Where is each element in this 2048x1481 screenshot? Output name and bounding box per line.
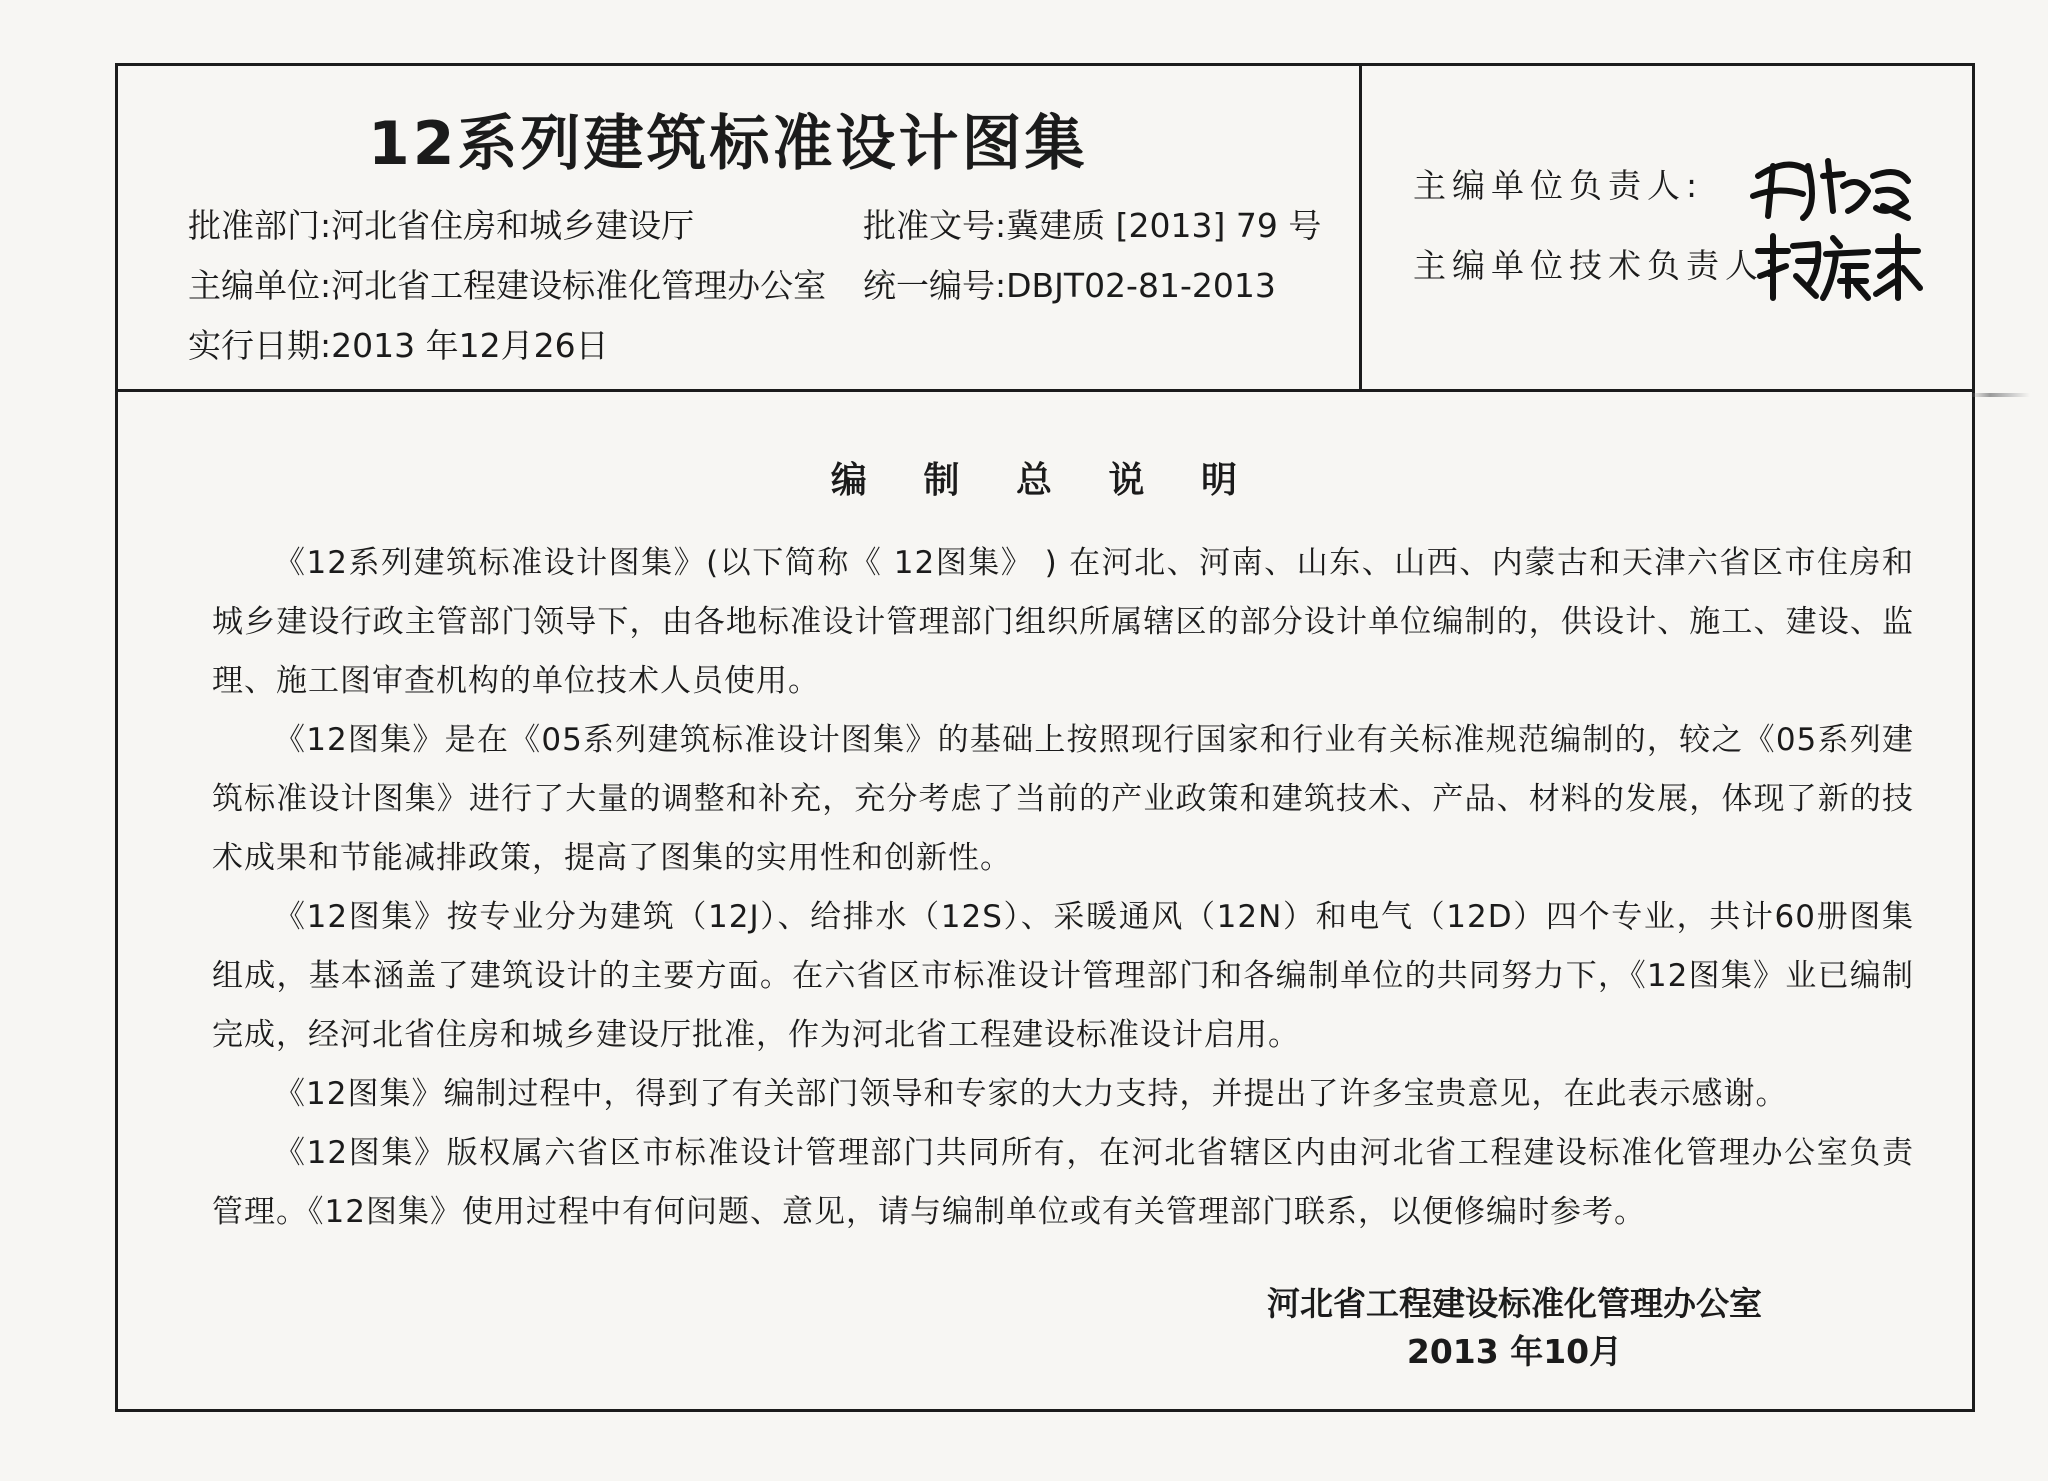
approval-dept-line [188, 206, 694, 246]
effective-date-value: 2013 年12月26日 [331, 326, 609, 365]
section-title: 编 制 总 说 明 [830, 460, 1260, 501]
paragraph-3: 《12图集》按专业分为建筑（12J）、给排水（12S）、采暖通风（12N）和电气（12D）四个专业，共计60册图集组成，基本涵盖了建筑设计的主要方面。在六省区市标准设计管理部门和各编制单位的共同努力下，《12图集》业已编制完成，经河北省住房和城乡建设厅批准，作为河北省工程建设标准设计启用。 [212, 899, 1914, 1053]
effective-date-label: 实行日期: [188, 326, 332, 365]
tech-responsible-signature [1748, 226, 1928, 306]
page-title: 12系列建筑标准设计图集 [368, 109, 1088, 179]
unified-no-label: 统一编号: [863, 266, 1007, 305]
paragraph-1: 《12系列建筑标准设计图集》(以下简称《 12图集》 ) 在河北、河南、山东、山西、内蒙古和天津六省区市住房和城乡建设行政主管部门领导下，由各地标准设计管理部门组织所属辖区的部分设计单位编制的，供设计、施工、建设、监理、施工图审查机构的单位技术人员使用。 [212, 545, 1914, 699]
paragraph-5: 《12图集》版权属六省区市标准设计管理部门共同所有，在河北省辖区内由河北省工程建设标准化管理办公室负责管理。《12图集》使用过程中有何问题、意见，请与编制单位或有关管理部门联系，以便修编时参考。 [212, 1135, 1914, 1230]
approval-doc-label: 批准文号: [863, 206, 1007, 245]
approval-dept-label: 批准部门: [188, 206, 332, 245]
approval-doc-line [863, 206, 1321, 246]
document-frame [115, 63, 1975, 1412]
unified-no-value: DBJT02-81-2013 [1006, 266, 1276, 305]
body-section [118, 392, 1972, 1409]
unified-no-line [863, 266, 1276, 306]
paragraph-2: 《12图集》是在《05系列建筑标准设计图集》的基础上按照现行国家和行业有关标准规范编制的，较之《05系列建筑标准设计图集》进行了大量的调整和补充，充分考虑了当前的产业政策和建筑技术、产品、材料的发展，体现了新的技术成果和节能减排政策，提高了图集的实用性和创新性。 [212, 722, 1914, 876]
responsible-signature [1748, 146, 1918, 226]
title-block [118, 66, 1972, 392]
scan-artifact [1970, 393, 2030, 397]
editor-unit-label: 主编单位: [188, 266, 332, 305]
signoff-date: 2013 年10月 [1406, 1332, 1623, 1371]
editor-unit-line [188, 266, 826, 306]
signoff-organization: 河北省工程建设标准化管理办公室 [1267, 1284, 1762, 1323]
editor-unit-value: 河北省工程建设标准化管理办公室 [331, 266, 827, 305]
approval-doc-value: 冀建质 [2013] 79 号 [1006, 206, 1322, 245]
tech-responsible-label: 主编单位技术负责人: [1413, 246, 1782, 285]
effective-date-line [188, 326, 609, 366]
signoff-block [1267, 1280, 1762, 1376]
title-block-left [118, 66, 1362, 389]
responsible-label: 主编单位负责人: [1413, 166, 1704, 205]
paragraph-4: 《12图集》编制过程中，得到了有关部门领导和专家的大力支持，并提出了许多宝贵意见，在此表示感谢。 [274, 1076, 1788, 1112]
approval-dept-value: 河北省住房和城乡建设厅 [331, 206, 695, 245]
